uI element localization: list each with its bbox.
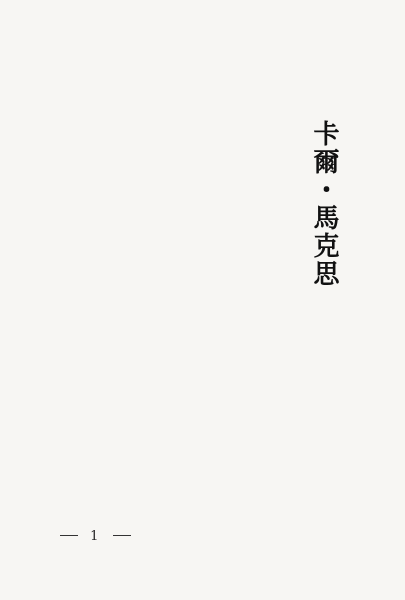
- main-text: [35, 38, 273, 378]
- page-number: [54, 529, 137, 544]
- page-number-value: 1: [90, 529, 101, 544]
- footnote-text: [35, 376, 273, 536]
- page-title: 卡爾・馬克思: [309, 120, 339, 288]
- page-number-dash-right: [113, 535, 131, 536]
- page-number-dash-left: [60, 535, 78, 536]
